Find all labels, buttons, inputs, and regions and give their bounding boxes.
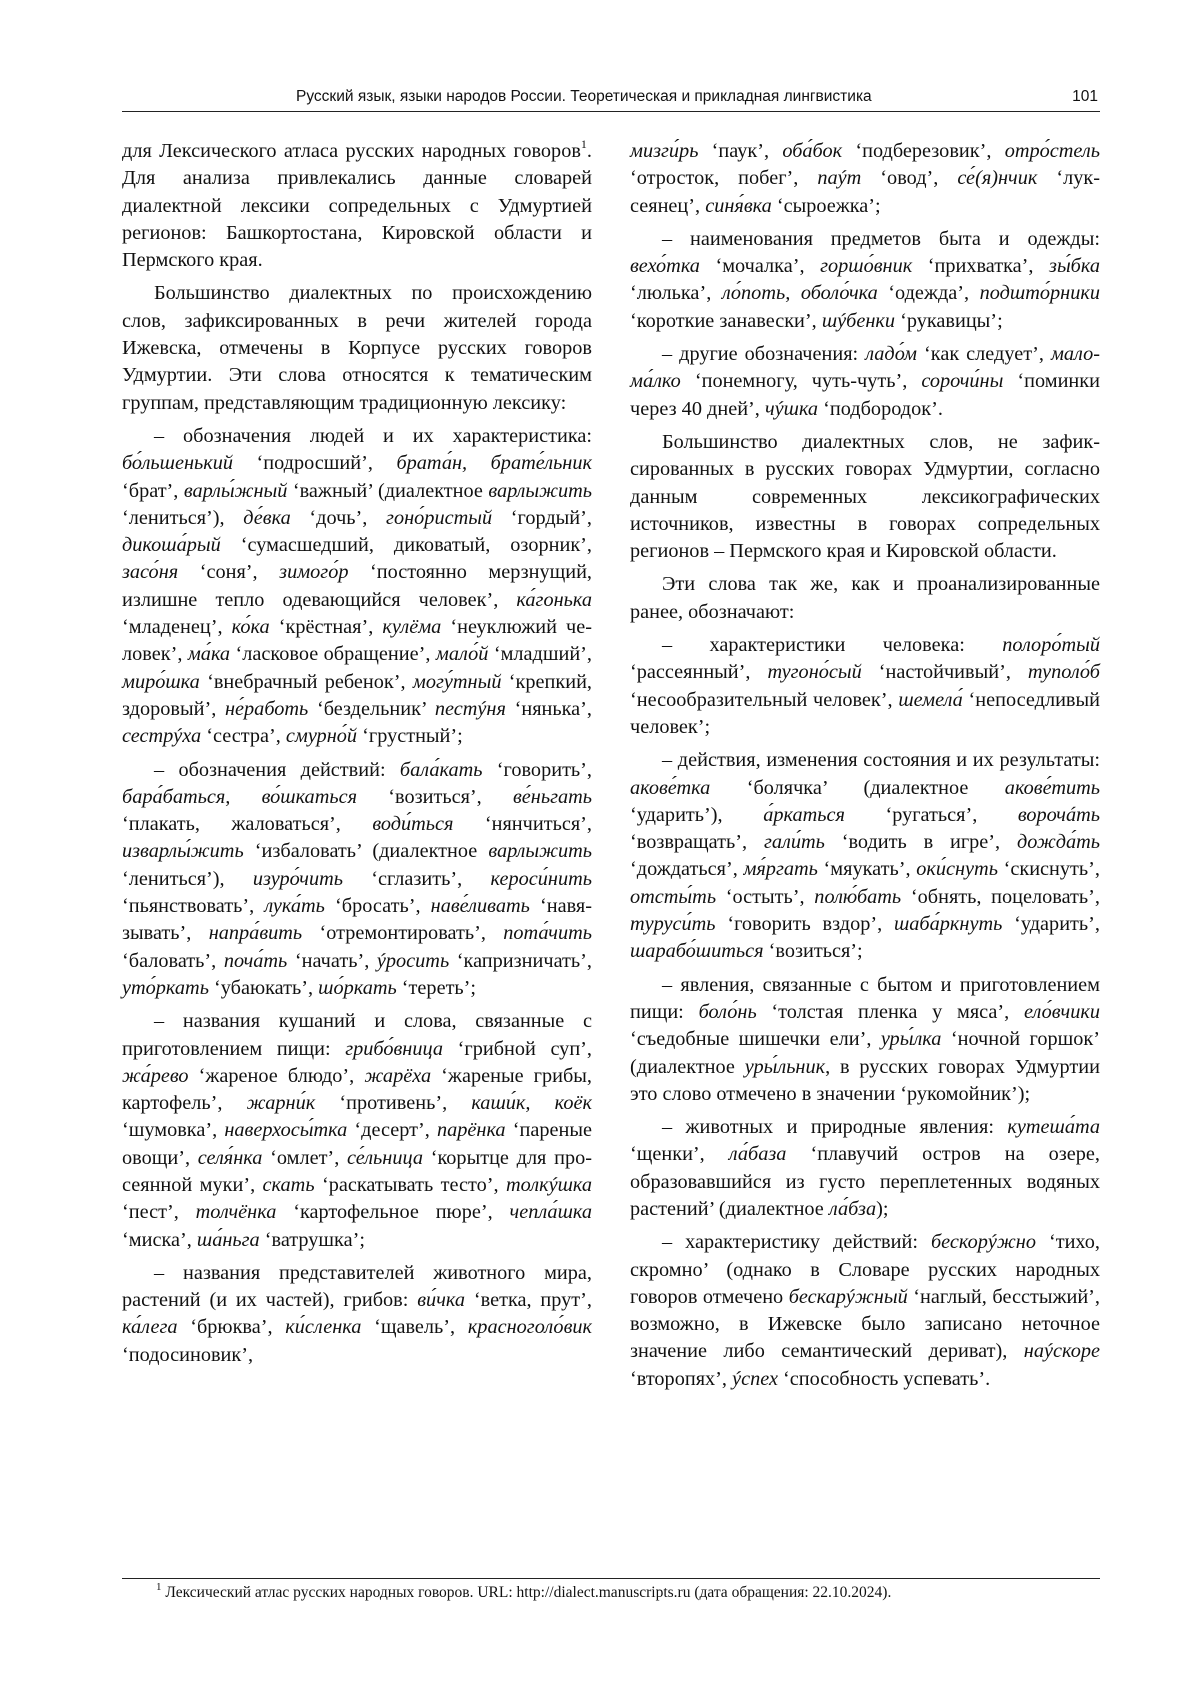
paragraph: – характеристики человека: полоро́тый ‘рассеянный’, тугоно́сый ‘настойчивый’, туполо́б ‘несообразительный человек’, шемела́ ‘непоседливый человек’; — [630, 634, 1101, 738]
paragraph: мизги́рь ‘паук’, оба́бок ‘подберезовик’, отро́стель ‘отросток, побег’, паýт ‘овод’, се́(я)нчик ‘лук-сеянец’, синя́вка ‘сыроежка’; — [630, 140, 1100, 217]
paragraph: – названия кушаний и слова, связанные с приготовлением пищи: грибо́вница ‘грибной суп’, жа́рево ‘жареное блюдо’, жарёха ‘жареные грибы, картофель’, жарни́к ‘противень’, каши́к, коёк ‘шумовка’, наверхосы́тка ‘десерт’, парёнка ‘пареные овощи’, селя́нка ‘омлет’, се́льница ‘корытце для просеянной муки’, скать ‘раскатывать тесто’, толкýшка ‘пест’, толчёнка ‘картофельное пюре’, чепла́шка ‘миска’, ша́ньга ‘ватрушка’; — [122, 1010, 592, 1251]
footnote-text: Лексический атлас русских народных говоров. URL: http://dialect.manuscripts.ru (дата обращения: 22.10.2024). — [165, 1584, 892, 1601]
paragraph: – обозначения людей и их характеристика: бо́льшенький ‘подросший’, брата́н, брате́льник ‘брат’, варлы́жный ‘важный’ (диалектное варлыжить ‘лениться’), де́вка ‘дочь’, гоно́ристый ‘гордый’, дикоша́рый ‘сумасшедший, диковатый, озорник’, засо́ня ‘соня’, зимого́р ‘постоянно мерзнущий, излишне тепло одевающийся человек’, ка́гонька ‘младенец’, ко́ка ‘крёстная’, кулёма ‘неуклюжий человек’, ма́ка ‘ласковое обращение’, мало́й ‘младший’, миро́шка ‘внебрачный ребенок’, могу́тный ‘крепкий, здоровый’, не́работь ‘бездельник’ пестýня ‘нянька’, сестрýха ‘сестра’, смурно́й ‘грустный’; — [122, 424, 593, 748]
footnote-marker: 1 — [156, 1580, 162, 1593]
paragraph: Большинство диалектных слов, не зафиксированных в русских говорах Удмуртии, согласно данным современных лексикографических источников, известны в говорах сопредельных регионов – Пермского края и Кировской области. — [630, 430, 1100, 563]
paragraph: – другие обозначения: ладо́м ‘как следует’, мало-ма́лко ‘понемногу, чуть-чуть’, сорочи́ны ‘поминки через 40 дней’, чýшка ‘подбородок’. — [630, 343, 1101, 420]
paragraph: – действия, изменения состояния и их результаты: акове́тка ‘болячка’ (диалектное акове́тить ‘ударить’), а́ркаться ‘ругаться’, ворочáть ‘возвращать’, гали́ть ‘водить в игре’, дожда́ть ‘дождаться’, мя́ргать ‘мяукать’, оки́снуть ‘скиснуть’, отсты́ть ‘остыть’, полю́бать ‘обнять, поцеловать’, тyруси́ть ‘говорить вздор’, шаба́ркнуть ‘ударить’, шарабо́шиться ‘возиться’; — [630, 749, 1100, 963]
paragraph: Большинство диалектных по происхождению слов, зафиксированных в речи жителей города Ижевска, отмечены в Корпусе русских говоров Удмуртии. Эти слова относятся к тематическим группам, представляющим традиционную лексику: — [122, 282, 592, 414]
page-number: 101 — [1072, 88, 1098, 105]
footnote — [156, 1580, 1096, 1603]
right-column — [630, 138, 1100, 1393]
paragraph: для Лексического атласа русских народных говоров$^1$. Для анализа привлекались данные словарей диалектной лексики сопредельных с Удмуртией регионов: Башкортостана, Кировской области и Пермского края. — [122, 137, 592, 272]
paragraph: – названия представителей животного мира, растений (и их частей), грибов: ви́чка ‘ветка, прут’, ка́лега ‘брюква’, ки́сленка ‘щавель’, красноголо́вик ‘подосиновик’, — [122, 1261, 592, 1366]
paragraph: – явления, связанные с бытом и приготовлением пищи: боло́нь ‘толстая пленка у мяса’, ело́вчики ‘съедобные шишечки ели’, уры́лка ‘ночной горшок’ (диалектное уры́льник, в русских говорах Удмуртии это слово отмечено в значении ‘рукомойник’); — [630, 973, 1100, 1105]
left-column — [122, 138, 592, 1369]
paragraph: – характеристику действий: бескорýжно ‘тихо, скромно’ (однако в Словаре русских народных говоров отмечено бескарýжный ‘наглый, бесстыжий’, возможно, в Ижевске было записано неточное значение либо семантический дериват), наýскоре ‘второпях’, ýспех ‘способность успевать’. — [630, 1231, 1101, 1390]
footnote-divider — [122, 1578, 1100, 1579]
paragraph: – животных и природные явления: кутеша́та ‘щенки’, ла́база ‘плавучий остров на озере, образовавшийся из густо переплетенных водяных растений’ (диалектное ла́бза); — [630, 1116, 1101, 1220]
paragraph: – наименования предметов быта и одежды: вехо́тка ‘мочалка’, горшо́вник ‘прихватка’, зы́бка ‘люлька’, ло́поть, оболо́чка ‘одежда’, подшто́рники ‘короткие занавески’, шýбенки ‘рукавицы’; — [630, 227, 1101, 332]
journal-title: Русский язык, языки народов России. Теоретическая и прикладная лингвистика — [296, 88, 872, 105]
paragraph: Эти слова так же, как и проанализированные ранее, обозначают: — [630, 573, 1100, 623]
paragraph: – обозначения действий: бала́кать ‘говорить’, бара́баться, во́шкаться ‘возиться’, ве́ньгать ‘плакать, жаловаться’, води́ться ‘нянчиться’, изварлы́жить ‘избаловать’ (диалектное варлыжить ‘лениться’), изуро́чить ‘сглазить’, кероси́нить ‘пьянствовать’, лука́ть ‘бросать’, наве́ливать ‘навязывать’, напра́вить ‘отремонтировать’, пота́чить ‘баловать’, поча́ть ‘начать’, ýросить ‘капризничать’, уто́ркать ‘убаюкать’, шо́ркать ‘тереть’; — [122, 758, 593, 999]
running-header — [122, 86, 1100, 112]
